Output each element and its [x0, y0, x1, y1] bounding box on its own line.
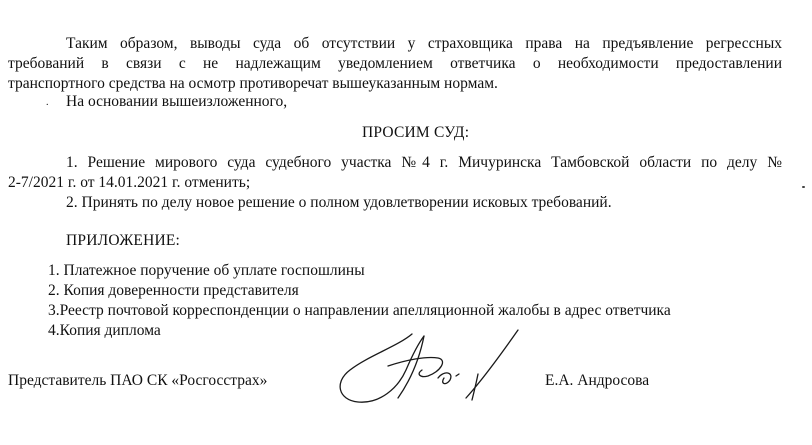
- representative-title: Представитель ПАО СК «Росгосстрах»: [8, 372, 268, 389]
- signatory-name: Е.А. Андросова: [545, 372, 650, 389]
- paragraph-1-line-1: Таким образом, выводы суда об отсутствии у страховщика права на предъявление регрессных: [66, 35, 782, 52]
- scan-speck: [802, 186, 805, 188]
- request-1-line-2: 2-7/2021 г. от 14.01.2021 г. отменить;: [8, 174, 251, 191]
- request-1-line-1: 1. Решение мирового суда судебного участка №4 г. Мичуринска Тамбовской области по делу №: [66, 154, 782, 171]
- handwritten-signature: [328, 326, 528, 406]
- attachment-item-4: 4.Копия диплома: [48, 322, 161, 339]
- petition-heading: ПРОСИМ СУД:: [362, 124, 470, 141]
- attachment-item-2: 2. Копия доверенности представителя: [48, 282, 299, 299]
- stray-mark: .: [46, 97, 49, 108]
- attachment-item-1: 1. Платежное поручение об уплате госпошлины: [48, 262, 365, 279]
- request-2: 2. Принять по делу новое решение о полном удовлетворении исковых требований.: [66, 194, 612, 211]
- paragraph-1-line-3: транспортного средства на осмотр противоречат вышеуказанным нормам.: [8, 75, 498, 92]
- attachments-heading: ПРИЛОЖЕНИЕ:: [66, 232, 181, 249]
- paragraph-1-line-2: требований в связи с не надлежащим уведомлением ответчика о необходимости предоставлении: [8, 55, 782, 72]
- paragraph-2: На основании вышеизложенного,: [66, 93, 288, 110]
- attachment-item-3: 3.Реестр почтовой корреспонденции о направлении апелляционной жалобы в адрес ответчика: [48, 302, 671, 319]
